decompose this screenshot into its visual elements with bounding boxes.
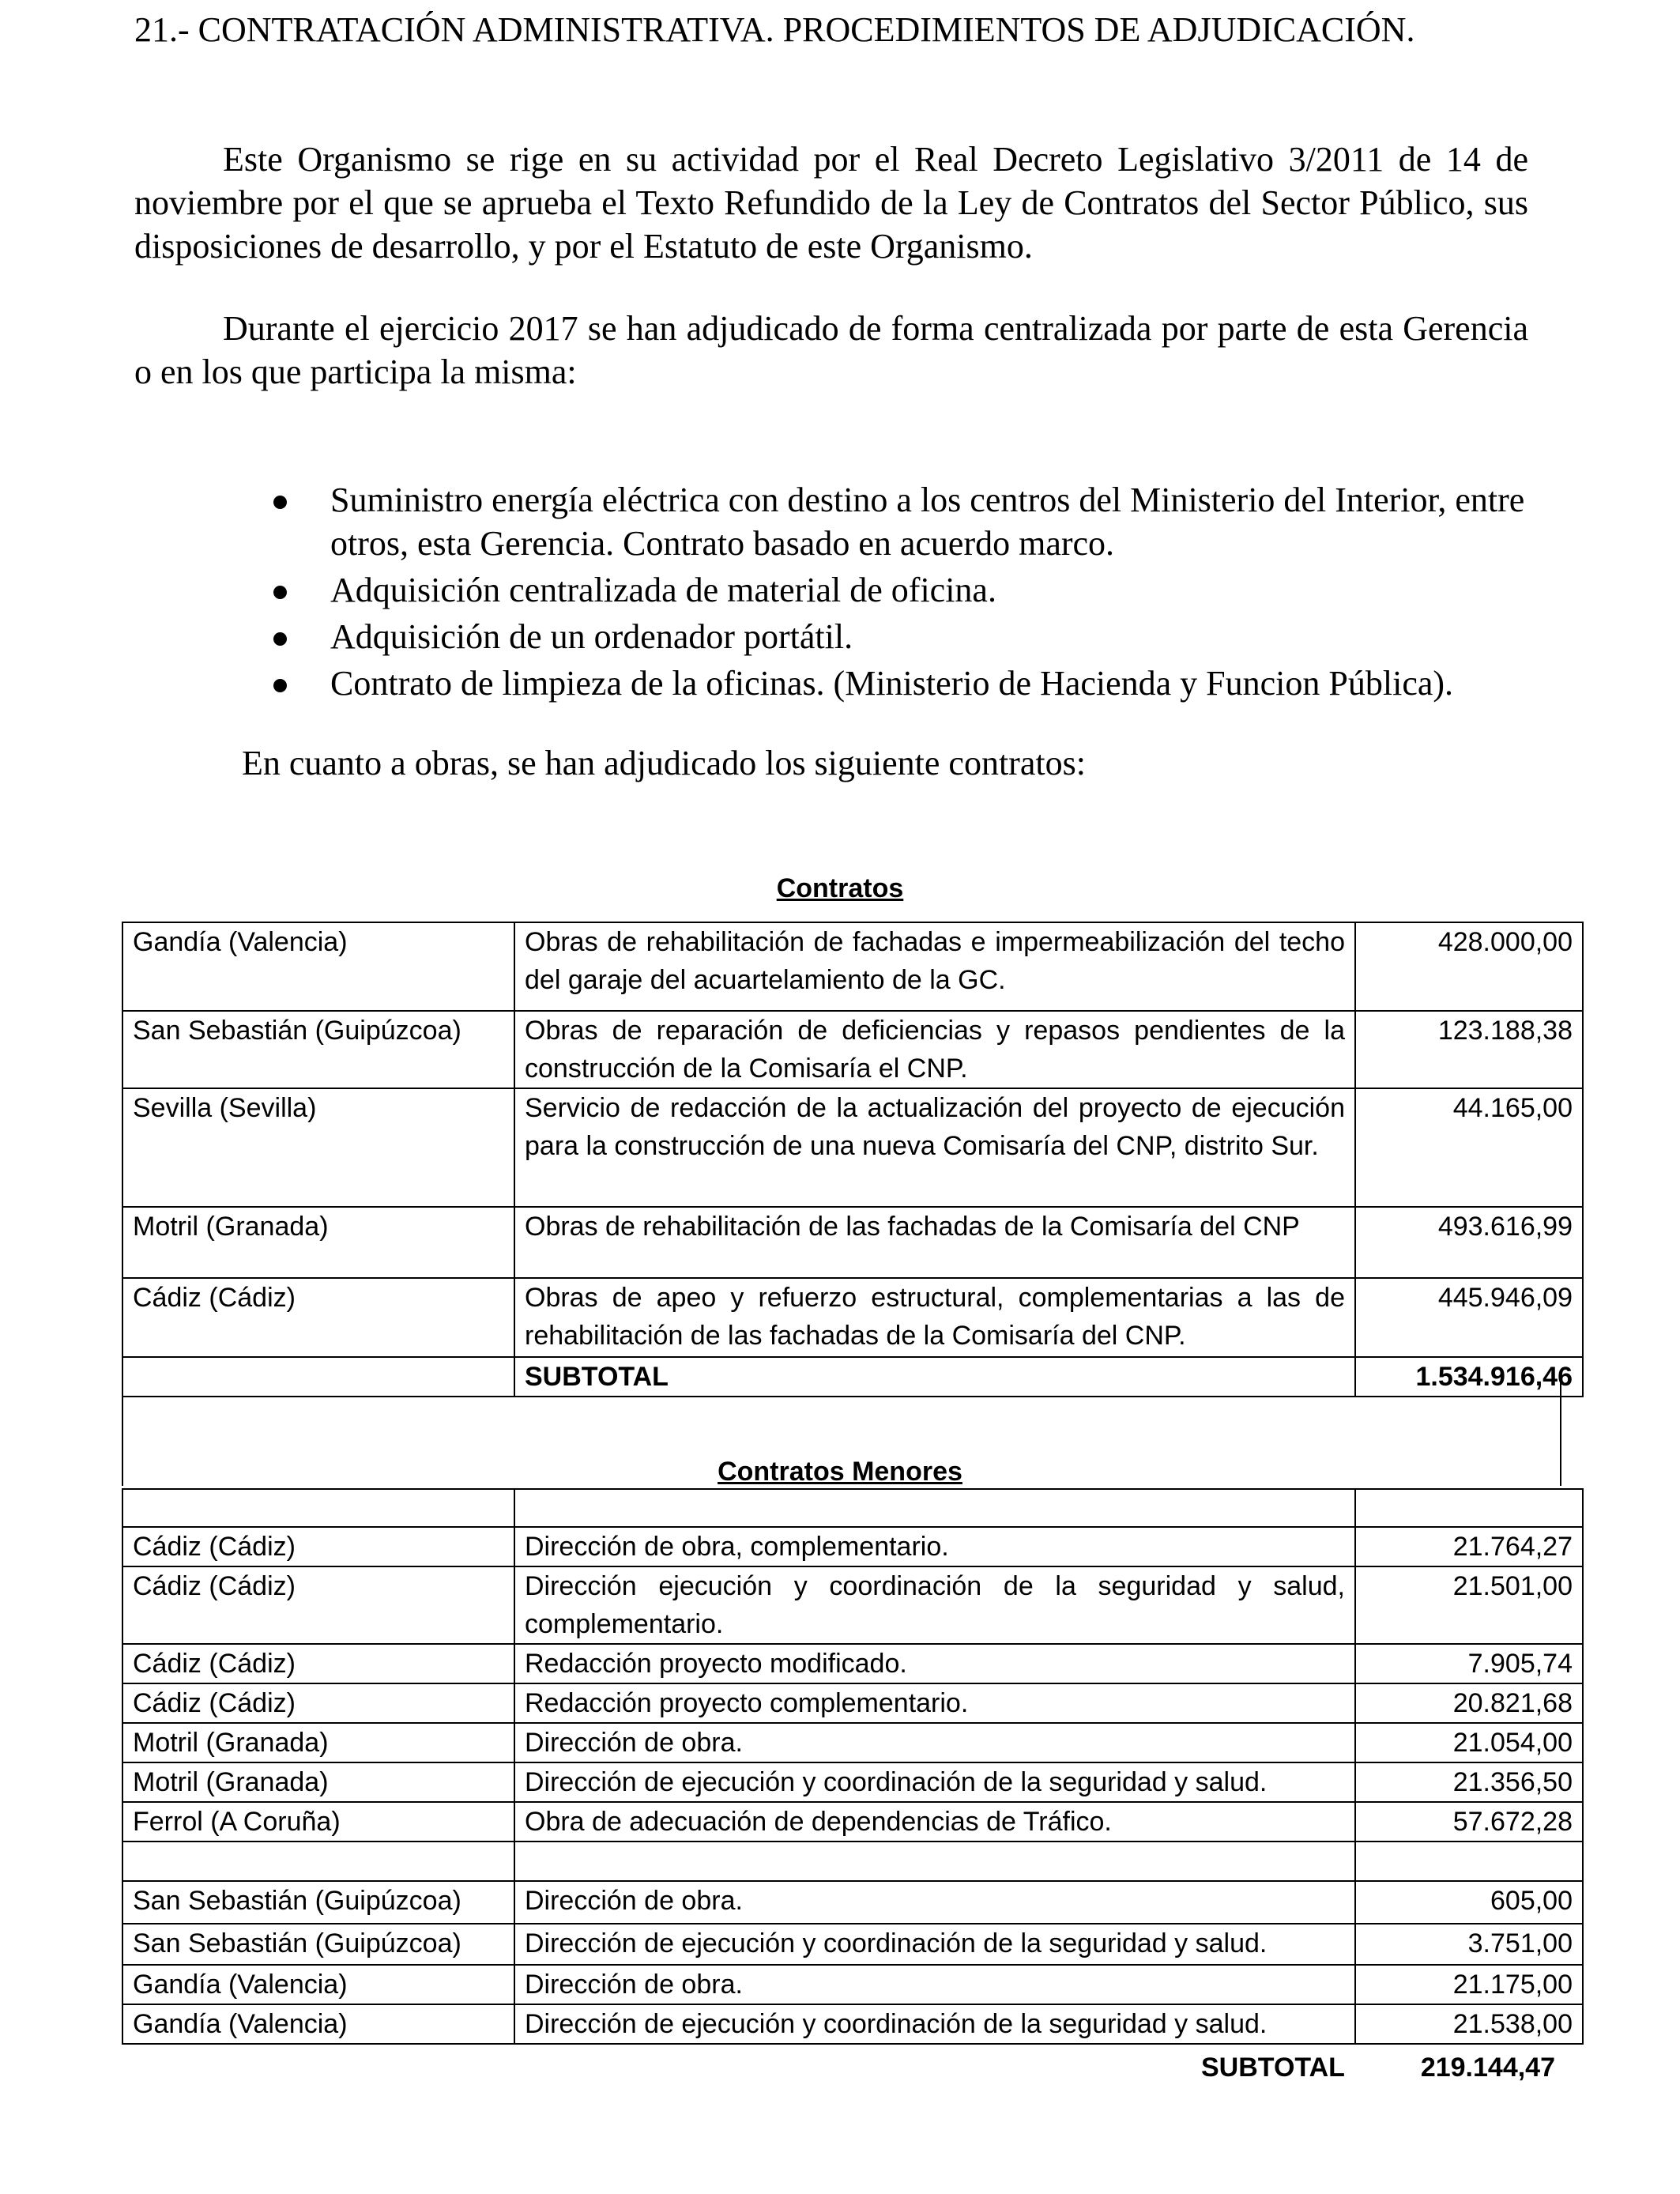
bullet-icon — [273, 496, 287, 509]
subtotal-label: SUBTOTAL — [514, 1357, 1355, 1397]
descripcion-cell — [514, 1489, 1355, 1527]
table-row — [122, 1489, 1583, 1527]
lugar-cell: Gandía (Valencia) — [122, 1965, 514, 2004]
table-row — [122, 922, 1583, 1011]
importe-cell — [1355, 1489, 1583, 1527]
descripcion-cell: Obras de rehabilitación de fachadas e impermeabilización del techo del garaje del acuartelamiento de la GC. — [514, 922, 1355, 1011]
importe-cell: 445.946,09 — [1355, 1278, 1583, 1357]
descripcion-cell: Obras de reparación de deficiencias y repasos pendientes de la construcción de la Comisaría el CNP. — [514, 1011, 1355, 1088]
table-row — [122, 1881, 1583, 1924]
contratos-title: Contratos — [776, 873, 904, 903]
descripcion-cell: Dirección de ejecución y coordinación de la seguridad y salud. — [514, 2004, 1355, 2044]
descripcion-cell: Dirección ejecución y coordinación de la seguridad y salud, complementario. — [514, 1566, 1355, 1644]
lugar-cell: San Sebastián (Guipúzcoa) — [122, 1011, 514, 1088]
bullet-item — [273, 568, 1538, 612]
importe-cell: 3.751,00 — [1355, 1924, 1583, 1965]
descripcion-cell — [514, 1842, 1355, 1881]
bullet-text: Adquisición centralizada de material de oficina. — [330, 571, 996, 609]
contratos-menores-title: Contratos Menores — [718, 1457, 962, 1487]
bullet-item — [273, 662, 1538, 705]
descripcion-cell: Redacción proyecto complementario. — [514, 1683, 1355, 1723]
bullet-icon — [273, 632, 287, 646]
subtotal-value: 1.534.916,46 — [1355, 1357, 1583, 1397]
lugar-cell: Cádiz (Cádiz) — [122, 1566, 514, 1644]
table-row — [122, 1088, 1583, 1207]
importe-cell: 123.188,38 — [1355, 1011, 1583, 1088]
bullet-item — [273, 615, 1538, 658]
table-row — [122, 1723, 1583, 1762]
works-intro: En cuanto a obras, se han adjudicado los siguiente contratos: — [242, 744, 1086, 782]
lugar-cell: San Sebastián (Guipúzcoa) — [122, 1881, 514, 1924]
importe-cell: 21.538,00 — [1355, 2004, 1583, 2044]
descripcion-cell: Servicio de redacción de la actualización del proyecto de ejecución para la construcción de una nueva Comisaría del CNP, distrito Sur. — [514, 1088, 1355, 1207]
importe-cell: 21.356,50 — [1355, 1762, 1583, 1802]
lugar-cell: Ferrol (A Coruña) — [122, 1802, 514, 1842]
contratos-menores-table — [122, 1488, 1584, 2045]
importe-cell: 21.764,27 — [1355, 1527, 1583, 1566]
importe-cell: 44.165,00 — [1355, 1088, 1583, 1207]
lugar-cell: Motril (Granada) — [122, 1723, 514, 1762]
importe-cell: 605,00 — [1355, 1881, 1583, 1924]
lugar-cell: Cádiz (Cádiz) — [122, 1683, 514, 1723]
lugar-cell — [122, 1842, 514, 1881]
contratos-table — [122, 922, 1584, 1397]
importe-cell: 21.501,00 — [1355, 1566, 1583, 1644]
importe-cell: 428.000,00 — [1355, 922, 1583, 1011]
lugar-cell: Motril (Granada) — [122, 1207, 514, 1278]
table-row — [122, 1842, 1583, 1881]
descripcion-cell: Dirección de obra. — [514, 1965, 1355, 2004]
lugar-cell: San Sebastián (Guipúzcoa) — [122, 1924, 514, 1965]
table-row — [122, 1644, 1583, 1683]
descripcion-cell: Dirección de obra, complementario. — [514, 1527, 1355, 1566]
importe-cell: 21.175,00 — [1355, 1965, 1583, 2004]
bullet-icon — [273, 586, 287, 599]
bullet-text: Suministro energía eléctrica con destino a los centros del Ministerio del Interior, entre otros, esta Gerencia. Contrato basado en acuerdo marco. — [330, 481, 1525, 563]
table-row — [122, 2004, 1583, 2044]
lugar-cell: Cádiz (Cádiz) — [122, 1644, 514, 1683]
importe-cell: 493.616,99 — [1355, 1207, 1583, 1278]
descripcion-cell: Obras de apeo y refuerzo estructural, complementarias a las de rehabilitación de las fachadas de la Comisaría del CNP. — [514, 1278, 1355, 1357]
table-row — [122, 1762, 1583, 1802]
lugar-cell: Motril (Granada) — [122, 1762, 514, 1802]
lugar-cell: Gandía (Valencia) — [122, 922, 514, 1011]
lugar-cell: Sevilla (Sevilla) — [122, 1088, 514, 1207]
table-row — [122, 1527, 1583, 1566]
subtotal-label: SUBTOTAL — [1201, 2053, 1345, 2083]
table-row — [122, 1802, 1583, 1842]
bullet-text: Adquisición de un ordenador portátil. — [330, 617, 853, 656]
importe-cell — [1355, 1842, 1583, 1881]
descripcion-cell: Dirección de ejecución y coordinación de la seguridad y salud. — [514, 1762, 1355, 1802]
bullet-icon — [273, 679, 287, 692]
table-row — [122, 1207, 1583, 1278]
adjudication-paragraph: Durante el ejercicio 2017 se han adjudicado de forma centralizada por parte de esta Gerencia o en los que participa la misma: — [134, 309, 1528, 391]
descripcion-cell: Redacción proyecto modificado. — [514, 1644, 1355, 1683]
descripcion-cell: Dirección de obra. — [514, 1723, 1355, 1762]
lugar-cell: Cádiz (Cádiz) — [122, 1278, 514, 1357]
importe-cell: 7.905,74 — [1355, 1644, 1583, 1683]
descripcion-cell: Obra de adecuación de dependencias de Tráfico. — [514, 1802, 1355, 1842]
subtotal-value: 219.144,47 — [1420, 2053, 1555, 2083]
descripcion-cell: Dirección de obra. — [514, 1881, 1355, 1924]
lugar-cell — [122, 1489, 514, 1527]
section-heading: 21.- CONTRATACIÓN ADMINISTRATIVA. PROCEDIMIENTOS DE ADJUDICACIÓN. — [134, 10, 1415, 49]
descripcion-cell: Dirección de ejecución y coordinación de la seguridad y salud. — [514, 1924, 1355, 1965]
bullet-item — [273, 478, 1538, 565]
importe-cell: 57.672,28 — [1355, 1802, 1583, 1842]
importe-cell: 21.054,00 — [1355, 1723, 1583, 1762]
intro-paragraph: Este Organismo se rige en su actividad por el Real Decreto Legislativo 3/2011 de 14 de noviembre por el que se aprueba el Texto Refundido de la Ley de Contratos del Sector Público, sus disposiciones de desarrollo, y por el Estatuto de este Organismo. — [134, 140, 1528, 266]
table-row — [122, 1278, 1583, 1357]
table-row — [122, 1566, 1583, 1644]
table-row — [122, 1683, 1583, 1723]
table-row — [122, 1011, 1583, 1088]
table-row — [122, 1924, 1583, 1965]
lugar-cell: Gandía (Valencia) — [122, 2004, 514, 2044]
descripcion-cell: Obras de rehabilitación de las fachadas de la Comisaría del CNP — [514, 1207, 1355, 1278]
bullet-text: Contrato de limpieza de la oficinas. (Ministerio de Hacienda y Funcion Pública). — [330, 664, 1454, 703]
lugar-cell: Cádiz (Cádiz) — [122, 1527, 514, 1566]
table-row — [122, 1965, 1583, 2004]
bullet-list — [273, 478, 1538, 708]
importe-cell: 20.821,68 — [1355, 1683, 1583, 1723]
